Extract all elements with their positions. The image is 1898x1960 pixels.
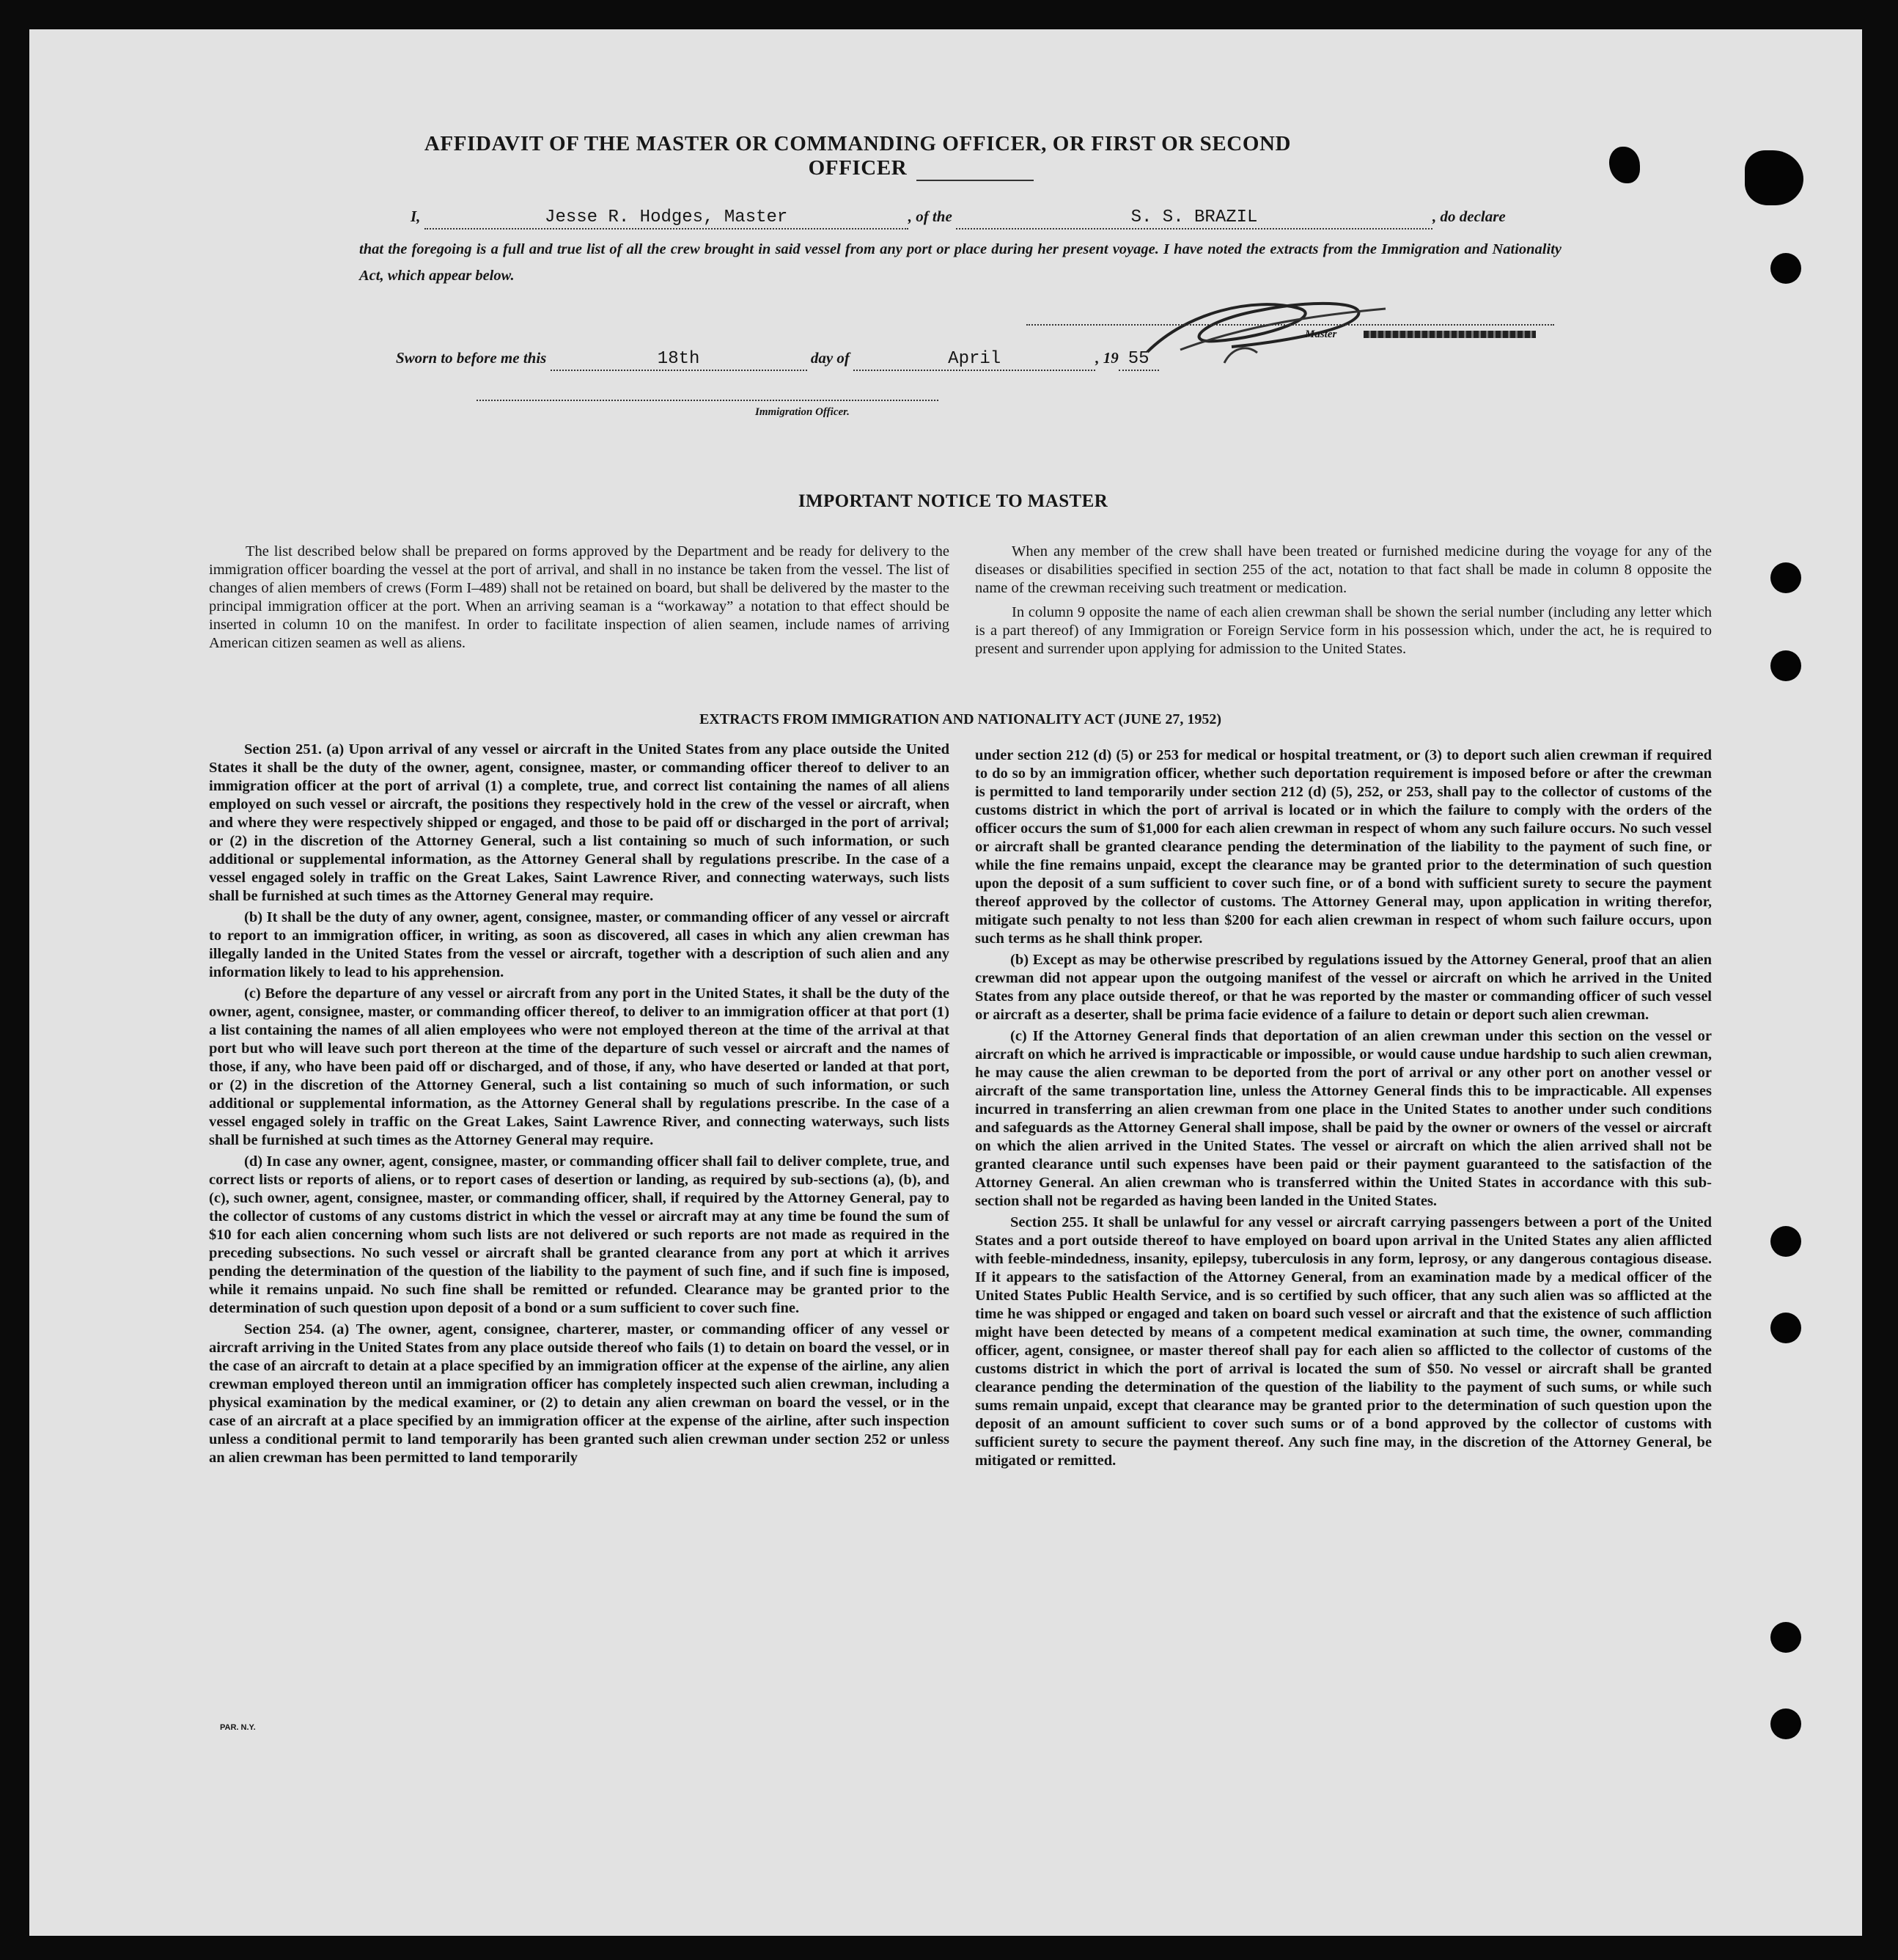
affidavit-title: AFFIDAVIT OF THE MASTER OR COMMANDING OFFICER, OR FIRST OR SECOND OFFICER bbox=[424, 132, 1292, 180]
notice-paragraph: When any member of the crew shall have been treated or furnished medicine during the voyage for any of the diseases or disabilities specified in section 255 of the act, notation to that fact shall be made in column 8 opposite the name of the crewman receiving such treatment or medication. bbox=[975, 543, 1712, 596]
printer-mark: PAR. N.Y. bbox=[220, 1723, 256, 1732]
master-signature bbox=[1136, 282, 1400, 370]
notice-left-column bbox=[209, 543, 949, 658]
declaration-do-declare: , do declare bbox=[1432, 208, 1506, 225]
punch-hole bbox=[1770, 1622, 1801, 1653]
punch-hole bbox=[1770, 562, 1801, 593]
extracts-title: EXTRACTS FROM IMMIGRATION AND NATIONALITY ACT (JUNE 27, 1952) bbox=[699, 711, 1222, 727]
signature-caption: Master bbox=[1305, 328, 1337, 340]
section-paragraph: Section 251. (a) Upon arrival of any vessel or aircraft in the United States from any place outside the United States it shall be the duty of the owner, agent, consignee, master, or commanding officer thereof to deliver to an immigration officer at the port of arrival (1) a complete, true, and correct list containing the names of all aliens employed on such vessel or aircraft, the positions they respectively hold in the crew of the vessel or aircraft, when and where they were respectively shipped or engaged, and those to be paid off or discharged in the port of arrival; or (2) in the discretion of the Attorney General, such a list containing so much of such information, or such additional or supplemental information, as the Attorney General shall by regulations prescribe. In the case of a vessel engaged solely in traffic on the Great Lakes, Saint Lawrence River, and connecting waterways, such lists shall be furnished at such times as the Attorney General may require. bbox=[209, 741, 949, 904]
sworn-year: 55 bbox=[1119, 349, 1159, 371]
struck-out-titles bbox=[1364, 331, 1536, 338]
notice-paragraph: In column 9 opposite the name of each alien crewman shall be shown the serial number (including any letter which is a part thereof) of any Immigration or Foreign Service form in his possession which, under the act, he is required to present and surrender upon applying for admission to the United States. bbox=[975, 604, 1712, 657]
immigration-officer-caption: Immigration Officer. bbox=[755, 406, 850, 418]
section-paragraph: (b) It shall be the duty of any owner, agent, consignee, master, or commanding officer of any vessel or aircraft to report to an immigration officer, in writing, as soon as discovered, all cases in which any alien crewman has illegally landed in the United States from the vessel or aircraft, together with a description of such alien and any information likely to lead to his apprehension. bbox=[209, 909, 949, 980]
notice-paragraph: The list described below shall be prepared on forms approved by the Department and be ready for delivery to the immigration officer boarding the vessel at the port of arrival, and shall in no instance be taken from the vessel. The list of changes of alien members of crews (Form I–489) shall not be retained on board, but shall be delivered by the master to the principal immigration officer at the port. When an arriving seaman is a “workaway” a notation to that effect should be inserted in column 10 on the manifest. In order to facilitate inspection of alien seamen, include names of arriving American citizen seamen as well as aliens. bbox=[209, 543, 949, 651]
sworn-day: 18th bbox=[551, 349, 807, 371]
notice-right-column bbox=[975, 543, 1712, 664]
sworn-year-prefix: , 19 bbox=[1095, 349, 1119, 367]
punch-hole bbox=[1770, 1226, 1801, 1257]
signature-line bbox=[1026, 324, 1554, 326]
sworn-line bbox=[396, 349, 1159, 371]
section-paragraph: (d) In case any owner, agent, consignee, master, or commanding officer shall fail to deliver complete, true, and correct lists or reports of aliens, or to report cases of desertion or landing, as required by sub-sections (a), (b), and (c), such owner, agent, consignee, master, or commanding officer, shall, if required by the Attorney General, pay to the collector of customs of any customs district in which the vessel or aircraft may at any time be found the sum of $10 for each alien concerning whom such lists are not delivered or such reports are not made as required in the preceding subsections. No such vessel or aircraft shall be granted clearance from any port at which it arrives pending the determination of the question of the liability to the payment of such fine, and if such fine is imposed, while it remains unpaid. No such fine shall be remitted or refunded. Clearance may be granted prior to the determination of such question upon deposit of a bond or a sum sufficient to cover such fine. bbox=[209, 1153, 949, 1316]
declaration-body: that the foregoing is a full and true list of all the crew brought in said vessel from any port or place during her present voyage. I have noted the extracts from the Immigration and Nationality Act, which appear below. bbox=[359, 241, 1562, 284]
punch-hole bbox=[1770, 1313, 1801, 1343]
document-page bbox=[29, 29, 1862, 1936]
vessel-name: S. S. BRAZIL bbox=[956, 208, 1432, 230]
ink-blot bbox=[1609, 147, 1640, 183]
section-paragraph: (c) If the Attorney General finds that deportation of an alien crewman under this section on the vessel or aircraft on which he arrived is impracticable or impossible, or would cause undue hardship to such alien crewman, he may cause the alien crewman to be deported from the port of arrival or any other port on another vessel or aircraft of the same transportation line, unless the Attorney General finds this to be impracticable. All expenses incurred in transferring an alien crewman from one place in the United States to another under such conditions and safeguards as the Attorney General shall impose, shall be paid by the owner or owners of the vessel or aircraft on which the alien arrived in the United States. The vessel or aircraft on which the alien arrived shall not be granted clearance until such expenses have been paid or their payment guaranteed to the satisfaction of the Attorney General. An alien crewman who is transferred within the United States in accordance with this sub-section shall not be regarded as having been landed in the United States. bbox=[975, 1028, 1712, 1209]
ink-blot bbox=[1745, 150, 1803, 205]
punch-hole bbox=[1770, 1708, 1801, 1739]
section-paragraph: (b) Except as may be otherwise prescribed by regulations issued by the Attorney General, proof that an alien crewman did not appear upon the outgoing manifest of the vessel or aircraft on which he arrived in the United States from any place outside thereof, or that he was reported by the master or commanding officer of such vessel or aircraft as a deserter, shall be prima facie evidence of a failure to detain or deport such alien crewman. bbox=[975, 952, 1712, 1023]
declaration-prefix: I, bbox=[411, 208, 421, 225]
notice-title: IMPORTANT NOTICE TO MASTER bbox=[798, 491, 1108, 511]
section-paragraph: under section 212 (d) (5) or 253 for medical or hospital treatment, or (3) to deport such alien crewman if required to do so by an immigration officer, whether such deportation requirement is imposed before or after the crewman is permitted to land temporarily under section 212 (d) (5), 252, or 253, shall pay to the collector of customs of the customs district in which the port of arrival is located or in which the failure to comply with the orders of the officer occurs the sum of $1,000 for each alien crewman in respect of whom any such failure occurs. No such vessel or aircraft shall be granted clearance pending the determination of the liability to the payment of such fine, or while the fine remains unpaid, except the clearance may be granted prior to the determination of such question upon the deposit of a sum sufficient to cover such fine, or of a bond with sufficient surety to secure the payment thereof approved by the collector of customs. The Attorney General may, upon application in writing therefor, mitigate such penalty to not less than $200 for each alien crewman in respect of whom such failure occurs, upon such terms as he shall think proper. bbox=[975, 747, 1712, 947]
sworn-day-of: day of bbox=[810, 349, 850, 367]
section-paragraph: Section 255. It shall be unlawful for any vessel or aircraft carrying passengers between a port of the United States and a port outside thereof to have employed on board upon arrival in the United States any alien afflicted with feeble-mindedness, insanity, epilepsy, tuberculosis in any form, leprosy, or any dangerous contagious disease. If it appears to the satisfaction of the Attorney General, from an examination made by a medical officer of the United States Public Health Service, and is so certified by such officer, that any such alien was so afflicted at the time he was shipped or engaged and taken on board such vessel or aircraft and that the existence of such affliction might have been detected by means of a competent medical examination at such time, the owner, commanding officer, agent, consignee, or master thereof shall pay for each alien so afflicted to the collector of customs of the customs district in which the port of arrival is located the sum of $50. No vessel or aircraft shall be granted clearance pending the determination of the question of the liability to the payment of such sums, or while such sums remain unpaid, except that clearance may be granted prior to the determination of such question upon the deposit of an amount sufficient to cover such sums or of a bond approved by the collector of customs with sufficient surety to secure the payment thereof. Any such fine may, in the discretion of the Attorney General, be mitigated or remitted. bbox=[975, 1214, 1712, 1469]
declarant-name: Jesse R. Hodges, Master bbox=[424, 208, 908, 230]
immigration-officer-signature-line bbox=[477, 400, 938, 401]
section-paragraph: Section 254. (a) The owner, agent, consignee, charterer, master, or commanding officer of any vessel or aircraft arriving in the United States from any place outside thereof who fails (1) to detain on board the vessel, or in the case of an aircraft to detain at a place specified by an immigration officer at the expense of the airline, any alien crewman employed thereon until an immigration officer has completely inspected such alien crewman, including a physical examination by the medical examiner, or (2) to detain any alien crewman on board the vessel, or in the case of an aircraft at a place specified by an immigration officer at the expense of the airline, after such inspection unless a conditional permit to land temporarily has been granted such alien crewman under section 252 or unless an alien crewman has been permitted to land temporarily bbox=[209, 1321, 949, 1466]
section-paragraph: (c) Before the departure of any vessel or aircraft from any port in the United States, it shall be the duty of the owner, agent, consignee, master, or commanding officer thereof, to deliver to an immigration officer at that port (1) a list containing the names of all alien employees who were not employed thereon at the time of the arrival at that port but who will leave such port thereon at the time of the departure of such vessel or aircraft and the names of those, if any, who have been paid off or discharged, and of those, if any, who have deserted or landed at that port, or (2) in the discretion of the Attorney General, such a list containing so much of such information, or such additional or supplemental information, as the Attorney General shall by regulations prescribe. In the case of a vessel engaged solely in traffic on the Great Lakes, Saint Lawrence River, and connecting waterways, such lists shall be furnished at such times as the Attorney General may require. bbox=[209, 985, 949, 1148]
extracts-left-column bbox=[209, 741, 949, 1470]
declaration-line bbox=[411, 208, 1506, 230]
punch-hole bbox=[1770, 650, 1801, 681]
title-underline bbox=[916, 180, 1034, 181]
sworn-prefix: Sworn to before me this bbox=[396, 349, 547, 367]
sworn-month: April bbox=[853, 349, 1095, 371]
extracts-right-column bbox=[975, 746, 1712, 1473]
declaration-of-the: , of the bbox=[908, 208, 952, 225]
punch-hole bbox=[1770, 253, 1801, 284]
